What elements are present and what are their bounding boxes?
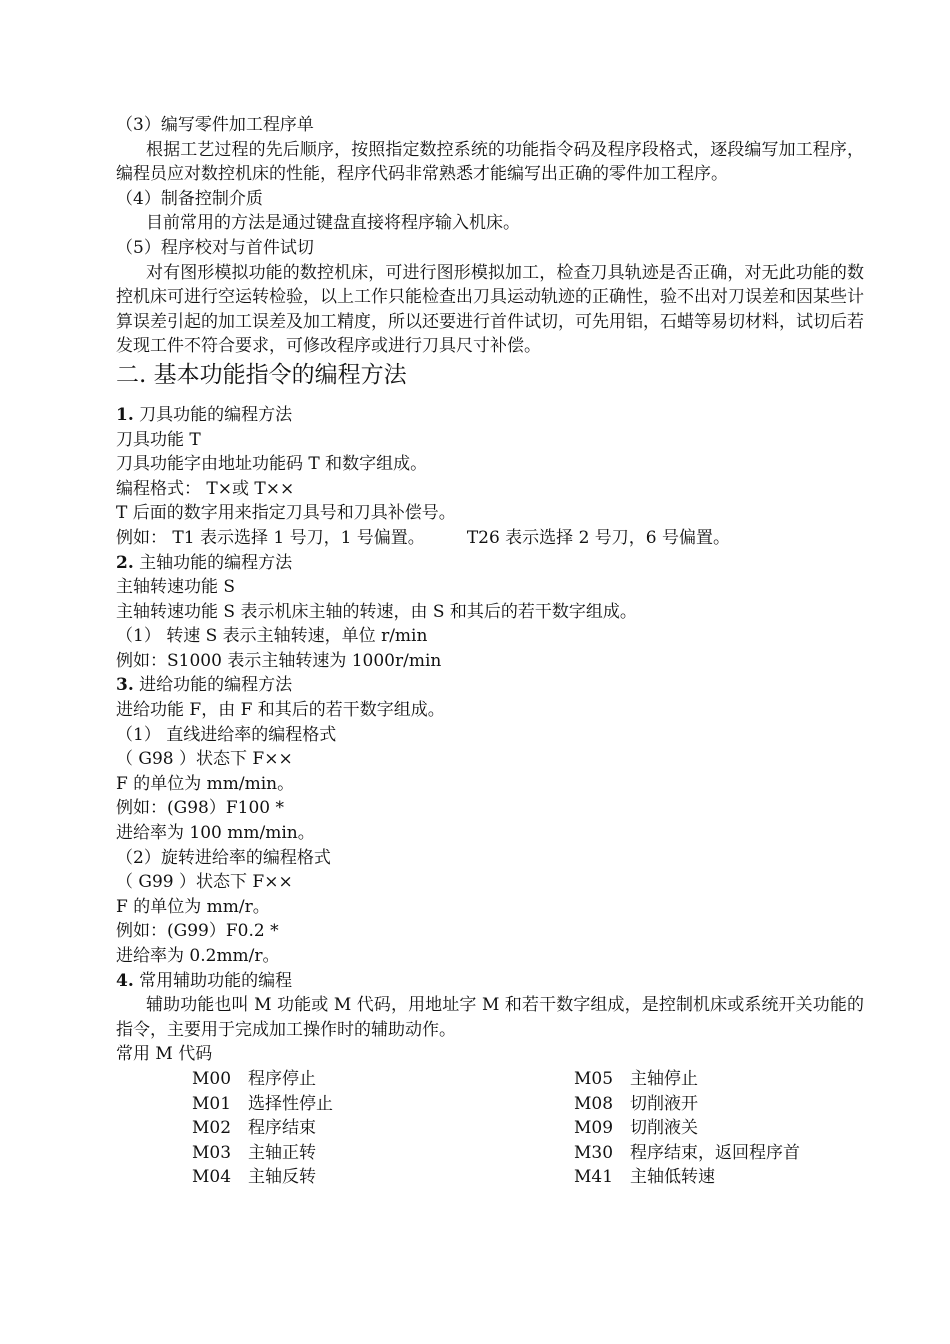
subsection-1-heading bbox=[116, 403, 864, 428]
g98-rate-line: 进给率为 100 mm/min。 bbox=[116, 823, 315, 844]
subsection-1-title: 刀具功能的编程方法 bbox=[139, 404, 293, 425]
m-code: M30 bbox=[574, 1142, 614, 1163]
tool-number-desc: T 后面的数字用来指定刀具号和刀具补偿号。 bbox=[116, 503, 456, 524]
table-row bbox=[192, 1092, 832, 1117]
section-4-title: （4）制备控制介质 bbox=[116, 188, 263, 209]
m-code-desc: 主轴正转 bbox=[248, 1142, 316, 1163]
subsection-2-number: 2. bbox=[116, 552, 134, 573]
section-4-paragraph: 目前常用的方法是通过键盘直接将程序输入机床。 bbox=[146, 213, 520, 234]
m-code-list-label: 常用 M 代码 bbox=[116, 1044, 213, 1065]
tool-example-line bbox=[116, 526, 864, 551]
subsection-4-number: 4. bbox=[116, 970, 134, 991]
subsection-3-heading bbox=[116, 673, 864, 698]
section-3-title: （3）编写零件加工程序单 bbox=[116, 115, 314, 135]
linear-feed-title: （1） 直线进给率的编程格式 bbox=[116, 724, 337, 745]
m-code-desc: 程序结束，返回程序首 bbox=[630, 1142, 800, 1163]
m-code: M01 bbox=[192, 1093, 232, 1114]
g99-format-line: （ G99 ）状态下 F×× bbox=[116, 872, 293, 893]
g98-example-line: 例如：(G98）F100 * bbox=[116, 798, 284, 819]
m-code: M02 bbox=[192, 1118, 232, 1139]
m-code-desc: 切削液关 bbox=[630, 1118, 698, 1139]
m-code-desc: 主轴低转速 bbox=[630, 1167, 715, 1188]
subsection-4-heading bbox=[116, 969, 864, 994]
chapter-heading: 二. 基本功能指令的编程方法 bbox=[116, 361, 407, 388]
tool-example-1: 例如： T1 表示选择 1 号刀，1 号偏置。 bbox=[116, 527, 425, 548]
table-row bbox=[192, 1165, 832, 1190]
section-3-paragraph: 根据工艺过程的先后顺序，按照指定数控系统的功能指令码及程序段格式，逐段编写加工程序，编程员应对数控机床的性能，程序代码非常熟悉才能编写出正确的零件加工程序。 bbox=[116, 139, 864, 185]
m-code: M00 bbox=[192, 1068, 232, 1089]
g99-rate-line: 进给率为 0.2mm/r。 bbox=[116, 946, 280, 966]
g99-example-line: 例如：(G99）F0.2 * bbox=[116, 921, 279, 942]
m-code-desc: 程序停止 bbox=[248, 1068, 316, 1089]
m-code-desc: 主轴反转 bbox=[248, 1167, 316, 1188]
m-code: M08 bbox=[574, 1093, 614, 1114]
m-code: M04 bbox=[192, 1167, 232, 1188]
feed-function-desc: 进给功能 F，由 F 和其后的若干数字组成。 bbox=[116, 700, 445, 721]
tool-example-2: T26 表示选择 2 号刀，6 号偏置。 bbox=[466, 527, 731, 548]
aux-function-paragraph: 辅助功能也叫 M 功能或 M 代码，用地址字 M 和若干数字组成，是控制机床或系统开关功能的指令，主要用于完成加工操作时的辅助动作。 bbox=[116, 995, 864, 1040]
m-code: M41 bbox=[574, 1167, 614, 1188]
m-code: M05 bbox=[574, 1068, 614, 1089]
subsection-3-number: 3. bbox=[116, 675, 134, 696]
g98-format-line: （ G98 ）状态下 F×× bbox=[116, 749, 293, 770]
g98-unit-line: F 的单位为 mm/min。 bbox=[116, 773, 295, 794]
section-5-title: （5）程序校对与首件试切 bbox=[116, 237, 314, 258]
spindle-function-desc: 主轴转速功能 S 表示机床主轴的转速，由 S 和其后的若干数字组成。 bbox=[116, 601, 637, 622]
m-code: M09 bbox=[574, 1118, 614, 1139]
spindle-speed-line: （1） 转速 S 表示主轴转速，单位 r/min bbox=[116, 626, 428, 647]
m-code-desc: 程序结束 bbox=[248, 1118, 316, 1139]
tool-format-line: 编程格式： T×或 T×× bbox=[116, 478, 295, 499]
m-code-desc: 主轴停止 bbox=[630, 1068, 698, 1089]
rotary-feed-title: （2）旋转进给率的编程格式 bbox=[116, 847, 331, 868]
subsection-4-title: 常用辅助功能的编程 bbox=[139, 970, 293, 991]
table-row bbox=[192, 1116, 832, 1141]
spindle-function-line: 主轴转速功能 S bbox=[116, 577, 236, 598]
m-code-table bbox=[192, 1067, 832, 1190]
spindle-example-line: 例如：S1000 表示主轴转速为 1000r/min bbox=[116, 650, 442, 671]
subsection-2-heading bbox=[116, 551, 864, 576]
section-5-paragraph: 对有图形模拟功能的数控机床，可进行图形模拟加工，检查刀具轨迹是否正确，对无此功能的数控机床可进行空运转检验，以上工作只能检查出刀具运动轨迹的正确性，验不出对刀误差和因某些计算误差引起的加工误差及加工精度，所以还要进行首件试切，可先用铝，石蜡等易切材料，试切后若发现工件不符合要求，可修改程序或进行刀具尺寸补偿。 bbox=[116, 262, 864, 357]
subsection-1-number: 1. bbox=[116, 404, 134, 425]
m-code-desc: 选择性停止 bbox=[248, 1093, 333, 1114]
table-row bbox=[192, 1141, 832, 1166]
document-page bbox=[116, 113, 864, 1190]
table-row bbox=[192, 1067, 832, 1092]
tool-function-desc: 刀具功能字由地址功能码 T 和数字组成。 bbox=[116, 454, 428, 475]
subsection-2-title: 主轴功能的编程方法 bbox=[139, 552, 293, 573]
tool-function-line: 刀具功能 T bbox=[116, 429, 201, 450]
m-code-desc: 切削液开 bbox=[630, 1093, 698, 1114]
m-code: M03 bbox=[192, 1142, 232, 1163]
subsection-3-title: 进给功能的编程方法 bbox=[139, 675, 293, 696]
g99-unit-line: F 的单位为 mm/r。 bbox=[116, 896, 270, 917]
